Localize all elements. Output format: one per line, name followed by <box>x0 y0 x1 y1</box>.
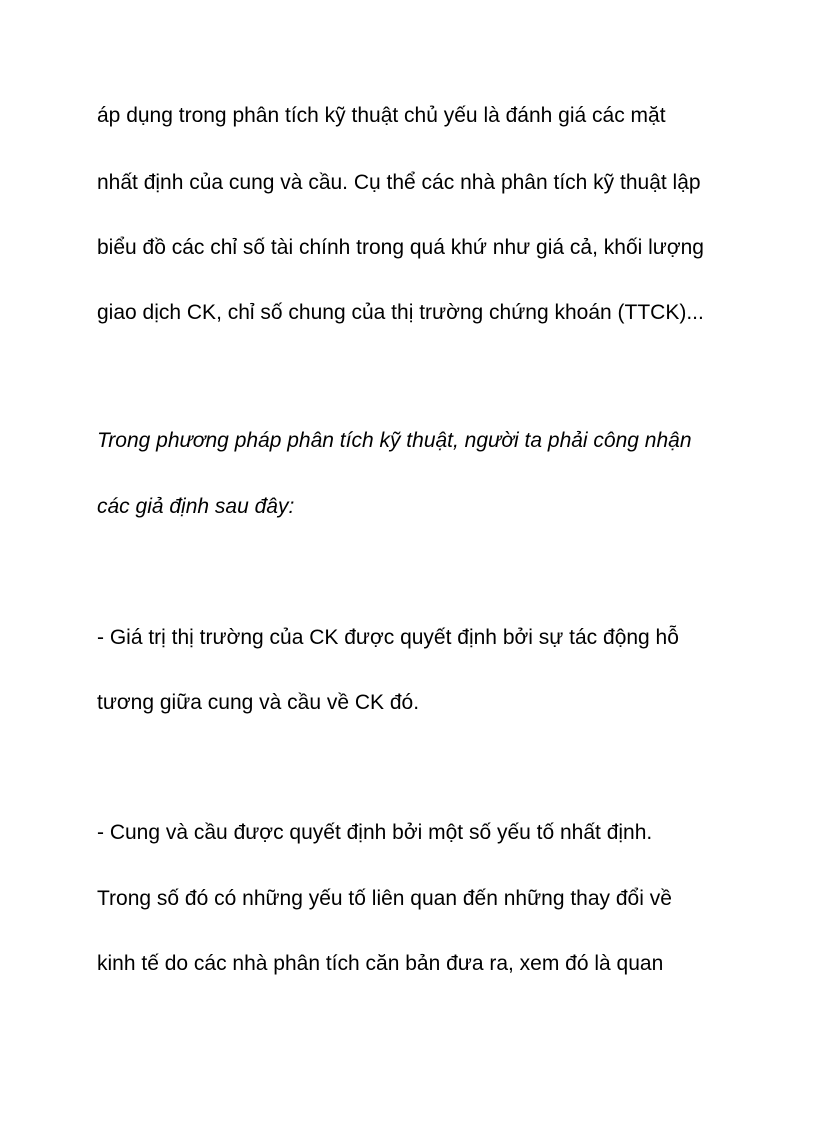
body-text-line: giao dịch CK, chỉ số chung của thị trường chứng khoán (TTCK)... <box>97 301 704 324</box>
bullet-text-line: Trong số đó có những yếu tố liên quan đến những thay đổi về <box>97 887 672 910</box>
bullet-text-line: tương giữa cung và cầu về CK đó. <box>97 691 420 714</box>
bullet-text-line: - Cung và cầu được quyết định bởi một số yếu tố nhất định. <box>97 821 653 844</box>
body-text-line: nhất định của cung và cầu. Cụ thể các nhà phân tích kỹ thuật lập <box>97 171 701 194</box>
italic-intro-line: Trong phương pháp phân tích kỹ thuật, người ta phải công nhận <box>97 429 692 452</box>
body-text-line: biểu đồ các chỉ số tài chính trong quá khứ như giá cả, khối lượng <box>97 236 704 259</box>
bullet-text-line: kinh tế do các nhà phân tích căn bản đưa ra, xem đó là quan <box>97 952 664 975</box>
italic-intro-line: các giả định sau đây: <box>97 495 295 518</box>
body-text-line: áp dụng trong phân tích kỹ thuật chủ yếu là đánh giá các mặt <box>97 104 666 127</box>
bullet-text-line: - Giá trị thị trường của CK được quyết định bởi sự tác động hỗ <box>97 626 679 649</box>
